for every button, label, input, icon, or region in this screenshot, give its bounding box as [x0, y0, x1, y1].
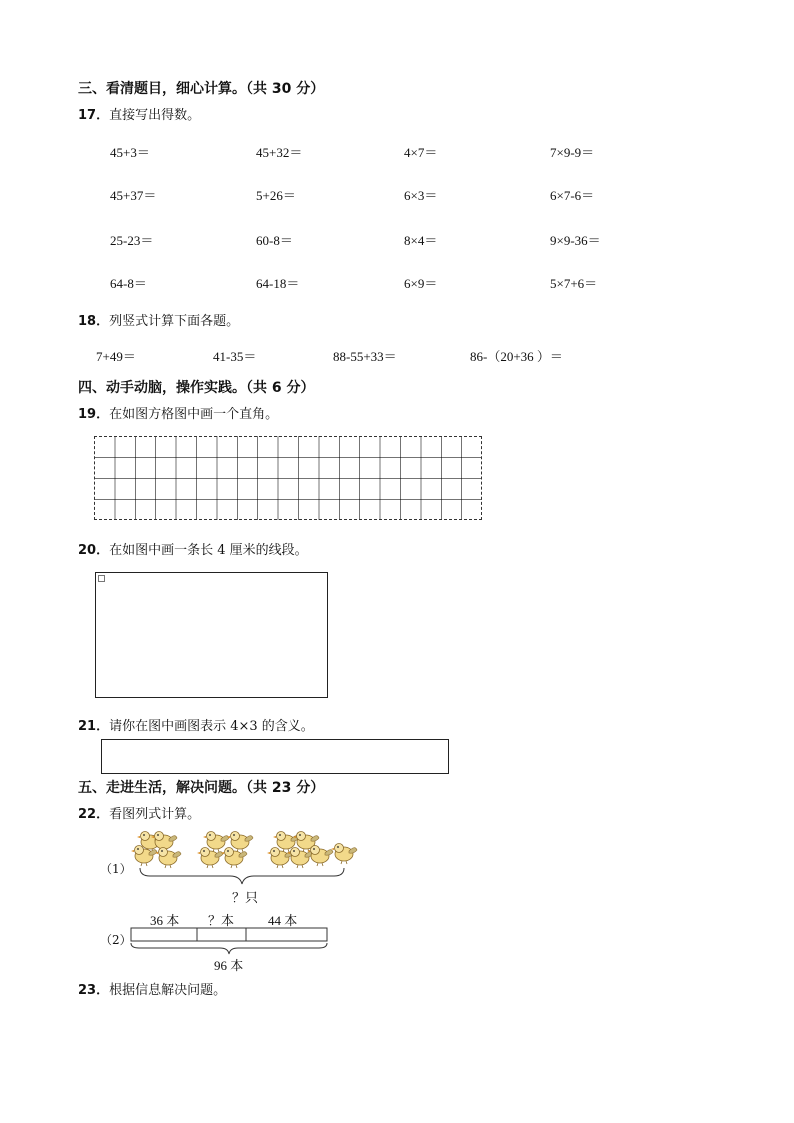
question-text: 在如图中画一条长 4 厘米的线段。: [109, 543, 308, 558]
calc-item: 45+32＝: [256, 145, 303, 160]
question-19: [78, 403, 278, 422]
calc-item: 6×9＝: [404, 276, 438, 291]
question-text: 看图列式计算。: [109, 807, 201, 822]
question-21: [78, 715, 314, 734]
bird-icon: [331, 844, 357, 865]
section-3-title: 三、看清题目，细心计算。（共 30 分）: [78, 81, 325, 97]
question-20: [78, 539, 308, 558]
segment-total: 96 本: [214, 958, 244, 973]
calc-item: 5+26＝: [256, 188, 296, 203]
segment-label-1: 36 本: [150, 913, 180, 928]
vertical-calc-item: 7+49＝: [96, 349, 136, 364]
bird-icon: [267, 848, 293, 869]
calc-item: 25-23＝: [110, 233, 154, 248]
section-4-title: 四、动手动脑，操作实践。（共 6 分）: [78, 380, 315, 396]
calc-item: 6×3＝: [404, 188, 438, 203]
calc-item: 45+37＝: [110, 188, 157, 203]
question-17: [78, 104, 200, 123]
figure-1-label: （1）: [100, 862, 132, 876]
segment-bar: [131, 928, 327, 941]
question-23: [78, 979, 226, 998]
question-text: 请你在图中画图表示 4×3 的含义。: [109, 719, 314, 734]
calc-item: 45+3＝: [110, 145, 150, 160]
drawing-box-line-segment[interactable]: [95, 572, 328, 698]
question-text: 列竖式计算下面各题。: [109, 314, 240, 329]
calc-item: 4×7＝: [404, 145, 438, 160]
calc-item: 5×7+6＝: [550, 276, 598, 291]
question-number: 17．: [78, 108, 110, 123]
question-22: [78, 803, 200, 822]
question-number: 19．: [78, 407, 110, 422]
question-number: 18．: [78, 314, 110, 329]
calc-item: 7×9-9＝: [550, 145, 595, 160]
vertical-calc-item: 41-35＝: [213, 349, 257, 364]
figure-2-label: （2）: [100, 933, 132, 947]
calc-item: 6×7-6＝: [550, 188, 595, 203]
calc-item: 9×9-36＝: [550, 233, 601, 248]
question-text: 根据信息解决问题。: [109, 983, 227, 998]
bird-icon: [307, 846, 333, 867]
section-5-title: 五、走进生活，解决问题。（共 23 分）: [78, 780, 325, 796]
calc-item: 8×4＝: [404, 233, 438, 248]
bird-icon: [155, 848, 181, 869]
figure-1-question: ？只: [232, 890, 259, 905]
question-number: 20．: [78, 543, 110, 558]
brace-icon: [140, 868, 344, 884]
segment-label-3: 44 本: [268, 913, 298, 928]
start-point-marker: [98, 575, 105, 582]
question-number: 21．: [78, 719, 110, 734]
question-18: [78, 310, 239, 329]
calc-item: 60-8＝: [256, 233, 293, 248]
dotted-square-grid[interactable]: [94, 436, 482, 520]
question-number: 22．: [78, 807, 110, 822]
question-text: 直接写出得数。: [109, 108, 201, 123]
bird-icon: [197, 848, 223, 869]
vertical-calc-item: 88-55+33＝: [333, 349, 397, 364]
question-number: 23．: [78, 983, 110, 998]
calc-item: 64-18＝: [256, 276, 300, 291]
bird-icon: [221, 848, 247, 869]
drawing-box-multiplication[interactable]: [101, 739, 449, 774]
calc-item: 64-8＝: [110, 276, 147, 291]
vertical-calc-item: 86-（20+36 ）＝: [470, 349, 563, 364]
segment-label-2: ？本: [208, 913, 235, 928]
brace-icon: [131, 943, 327, 954]
question-text: 在如图方格图中画一个直角。: [109, 407, 279, 422]
